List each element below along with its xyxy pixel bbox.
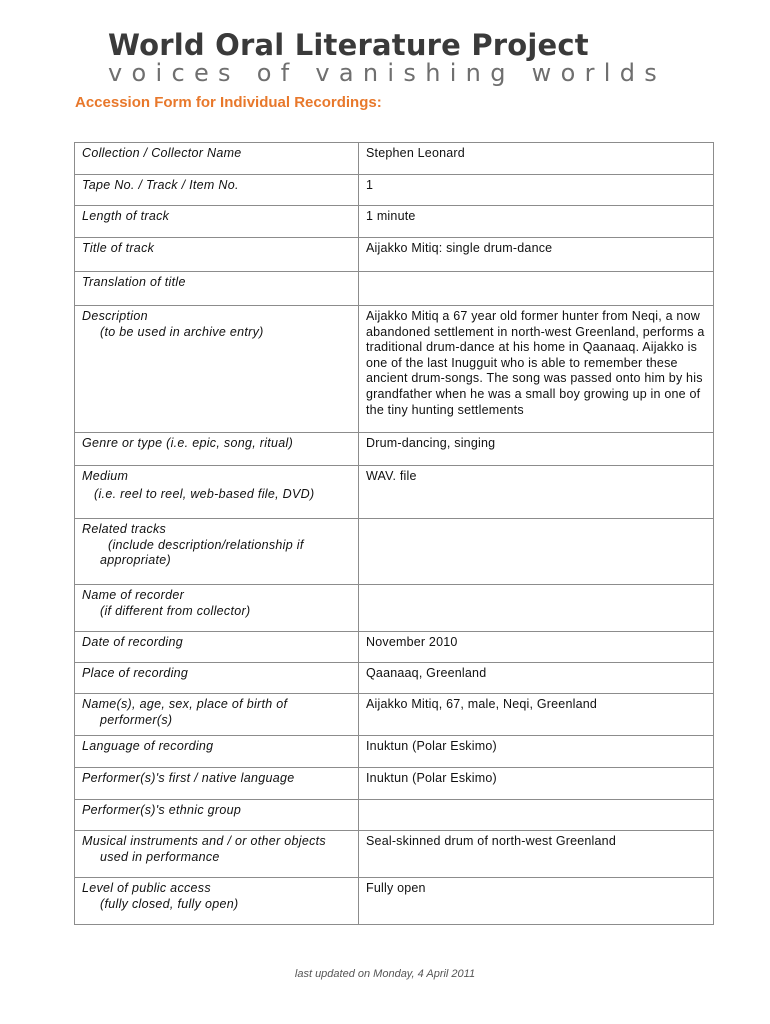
row-label: Performer(s)'s ethnic group [75,800,359,831]
table-row [75,238,714,272]
row-label: Tape No. / Track / Item No. [75,175,359,206]
row-value: Aijakko Mitiq a 67 year old former hunter from Neqi, a now abandoned settlement in north-west Greenland, performs a traditional drum-dance at his home in Qaanaaq. Aijakko is one of the last Inugguit who is able to remember these ancient drum-songs. The song was passed onto him by his grandfather when he was a small boy growing up in one of the tiny hunting settlements [359,306,714,433]
row-label: Translation of title [75,272,359,306]
row-value: Seal-skinned drum of north-west Greenland [359,831,714,878]
project-subtitle: voices of vanishing worlds [108,59,667,87]
table-row [75,736,714,768]
row-value: Stephen Leonard [359,143,714,175]
table-row [75,175,714,206]
table-row [75,694,714,736]
table-row [75,519,714,585]
row-label: Title of track [75,238,359,272]
row-label: Genre or type (i.e. epic, song, ritual) [75,433,359,466]
row-label: Performer(s)'s first / native language [75,768,359,800]
row-value: Inuktun (Polar Eskimo) [359,768,714,800]
row-label: Description (to be used in archive entry) [75,306,359,433]
row-value: Drum-dancing, singing [359,433,714,466]
table-row [75,433,714,466]
row-label: Collection / Collector Name [75,143,359,175]
row-value [359,272,714,306]
row-label: Language of recording [75,736,359,768]
table-row [75,585,714,632]
row-label: Length of track [75,206,359,238]
table-row [75,632,714,663]
row-label: Level of public access (fully closed, fully open) [75,878,359,925]
row-label: Musical instruments and / or other objects used in performance [75,831,359,878]
row-value [359,800,714,831]
row-value: 1 minute [359,206,714,238]
table-row [75,306,714,433]
logo-header [108,28,668,86]
table-row [75,768,714,800]
row-label: Related tracks (include description/relationship if appropriate) [75,519,359,585]
row-value: Aijakko Mitiq: single drum-dance [359,238,714,272]
row-value: 1 [359,175,714,206]
row-label: Place of recording [75,663,359,694]
row-value: Fully open [359,878,714,925]
table-row [75,143,714,175]
table-row [75,831,714,878]
project-title: World Oral Literature Project [108,28,589,62]
table-row [75,272,714,306]
row-value: WAV. file [359,466,714,519]
table-row [75,878,714,925]
row-label: Name of recorder (if different from collector) [75,585,359,632]
row-value: Qaanaaq, Greenland [359,663,714,694]
table-row [75,206,714,238]
row-label: Medium (i.e. reel to reel, web-based file, DVD) [75,466,359,519]
table-row [75,800,714,831]
row-label: Name(s), age, sex, place of birth of performer(s) [75,694,359,736]
form-title: Accession Form for Individual Recordings: [75,94,382,111]
row-value: Aijakko Mitiq, 67, male, Neqi, Greenland [359,694,714,736]
row-value [359,519,714,585]
table-row [75,466,714,519]
row-value: Inuktun (Polar Eskimo) [359,736,714,768]
row-value [359,585,714,632]
row-value: November 2010 [359,632,714,663]
accession-form-table [74,142,714,925]
last-updated-footer: last updated on Monday, 4 April 2011 [294,968,476,980]
table-row [75,663,714,694]
row-label: Date of recording [75,632,359,663]
